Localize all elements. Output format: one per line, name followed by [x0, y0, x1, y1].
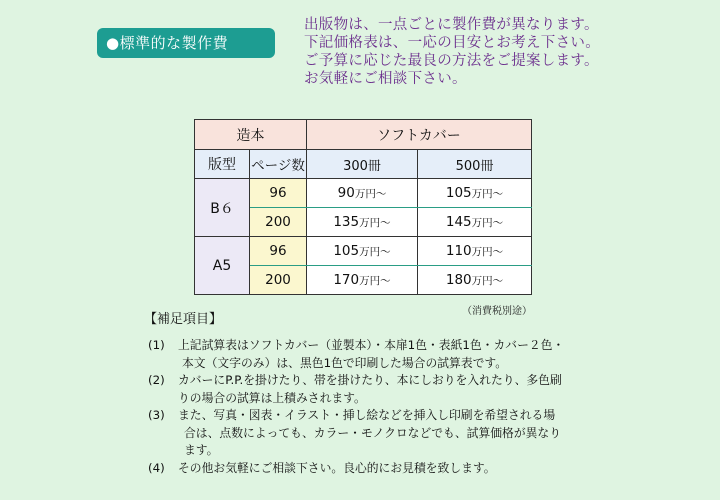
price-cell: [306, 208, 417, 237]
note-index: (1): [148, 338, 165, 352]
section-title: ●標準的な製作費: [106, 34, 229, 52]
price-unit: 万円～: [359, 246, 391, 258]
note-item: [148, 407, 628, 460]
price-value: 145: [445, 214, 472, 230]
note-line: また、写真・図表・イラスト・挿し絵などを挿入し印刷を希望される場: [178, 408, 556, 422]
header-pages: ページ数: [250, 150, 307, 179]
price-cell: [418, 266, 532, 295]
notes-title: 【補足項目】: [144, 312, 223, 327]
note-index: (2): [148, 373, 165, 387]
table-row: [195, 179, 532, 208]
price-value: 170: [333, 272, 360, 288]
header-qty-300: 300冊: [306, 150, 417, 179]
price-cell: [306, 237, 417, 266]
note-item: [148, 337, 628, 372]
price-cell: [418, 237, 532, 266]
price-cell: [418, 208, 532, 237]
note-line: 合は、点数によっても、カラー・モノクロなどでも、試算価格が異なり: [184, 425, 562, 440]
pages-cell: 96: [250, 237, 307, 266]
note-line: ます。: [184, 443, 219, 457]
price-value: 105: [333, 243, 360, 259]
price-value: 135: [333, 214, 360, 230]
pages-cell: 96: [250, 179, 307, 208]
table-row: [195, 237, 532, 266]
note-line: 上記試算表はソフトカバー（並製本）・本扉1色・表紙1色・カバー２色・: [178, 338, 565, 352]
header-qty-500: 500冊: [418, 150, 532, 179]
price-unit: 万円～: [471, 188, 504, 200]
intro-line: お気軽にご相談下さい。: [304, 71, 467, 87]
price-unit: 万円～: [359, 275, 391, 287]
note-line: りの場合の試算は上積みされます。: [178, 390, 366, 405]
header-softcover: ソフトカバー: [306, 120, 531, 150]
note-item: [148, 372, 628, 407]
price-unit: 万円～: [354, 188, 387, 200]
price-value: 180: [445, 272, 472, 288]
header-binding: 造本: [195, 120, 307, 150]
table-header-row: [195, 120, 532, 150]
intro-line: ご予算に応じた最良の方法をご提案します。: [304, 53, 599, 69]
intro-line: 下記価格表は、一応の目安とお考え下さい。: [304, 35, 600, 51]
price-unit: 万円～: [471, 246, 504, 258]
note-line: カバーにP.P.を掛けたり、帯を掛けたり、本にしおりを入れたり、多色刷: [178, 373, 562, 387]
size-cell: A5: [195, 237, 250, 295]
section-title-badge: [97, 28, 275, 58]
notes-list: [148, 337, 628, 477]
price-value: 105: [445, 185, 472, 201]
note-line: 本文（文字のみ）は、黒色1色で印刷した場合の試算表です。: [182, 355, 508, 370]
intro-text: [304, 16, 704, 88]
price-value: 110: [445, 243, 472, 259]
pages-cell: 200: [250, 266, 307, 295]
pages-cell: 200: [250, 208, 307, 237]
price-cell: [306, 266, 417, 295]
tax-note: （消費税別途）: [462, 306, 532, 317]
note-index: (4): [148, 460, 165, 475]
price-unit: 万円～: [471, 217, 504, 229]
table-subheader-row: [195, 150, 532, 179]
price-unit: 万円～: [359, 217, 391, 229]
price-cell: [418, 179, 532, 208]
header-size: 版型: [195, 150, 250, 179]
size-cell: B６: [195, 179, 250, 237]
note-index: (3): [148, 408, 165, 422]
note-line: その他お気軽にご相談下さい。良心的にお見積を致します。: [178, 460, 496, 475]
price-value: 90: [337, 185, 355, 201]
price-cell: [306, 179, 417, 208]
note-item: [148, 460, 628, 478]
price-unit: 万円～: [471, 275, 504, 287]
intro-line: 出版物は、一点ごとに製作費が異なります。: [304, 17, 599, 33]
price-table: [194, 119, 532, 295]
